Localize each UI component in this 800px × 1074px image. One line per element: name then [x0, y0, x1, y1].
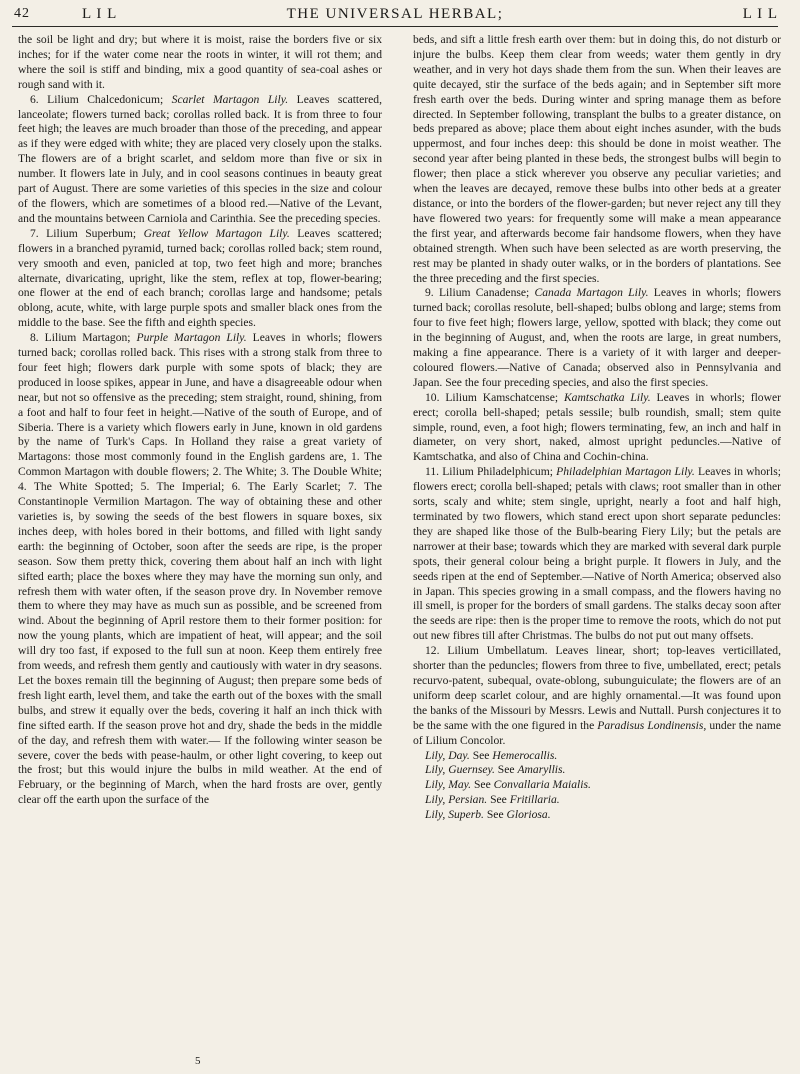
xref-entry — [413, 763, 781, 778]
right-column — [413, 33, 781, 823]
entry-6-body: Leaves scattered, lanceolate; flowers turned back; corollas rolled back. It is from three to four feet high; the leaves are much broader than those of the preceding, and appear as if they were edged with white; they are placed very closely upon the stalks. The flowers are of a bright scarlet, and seldom more than five or six in number. It flowers late in July, and in cool seasons continues in beauty great part of August. There are some varieties of this species in the size and colour of the flowers, which are sometimes of a blood red.—Native of the Levant, and the mountains between Carniola and Carinthia. See the preceding species. — [18, 92, 383, 225]
entry-10-lead: 10. Lilium Kamschatcense; — [425, 390, 559, 404]
entry-7-body: Leaves scattered; flowers in a branched pyramid, turned back; corollas rolled back; stem round, very smooth and even, panicled at top, two feet high and more; branches alternate, divaricating, upright, like the stem, reflex at top, flower-bearing; one flower at the end of each branch; corollas large and handsome; petals oblong, acute, white, with large purple spots and smaller black ones from the middle to the base. See the fifth and eighth species. — [18, 226, 383, 330]
xref-target: Fritillaria. — [509, 793, 560, 807]
header-rule — [12, 26, 778, 27]
entry-10-name: Kamtschatka Lily. — [563, 390, 651, 404]
page-number: 42 — [14, 6, 30, 21]
entry-8 — [18, 331, 382, 808]
xref-see: See — [486, 808, 504, 822]
xref-name: Lily, Day. — [425, 748, 470, 762]
entry-9-lead: 9. Lilium Canadense; — [425, 286, 530, 300]
running-title: THE UNIVERSAL HERBAL; — [286, 6, 504, 22]
entry-10-body: Leaves in whorls; flower erect; corolla bell-shaped; petals sessile; bulb roundish, small; stem quite simple, round, even, a foot high; flowers terminating, few, an inch and half in diameter, on very short, naked, almost upright peduncles.—Native of Kamtschatka, and also of China and Cochin-china. — [413, 390, 781, 464]
entry-11 — [413, 465, 781, 644]
xref-entry — [413, 749, 781, 764]
paragraph-continued: the soil be light and dry; but where it is moist, raise the borders five or six inches; for if the water come near the roots in winter, it will rot them; and where the soil is stiff and binding, mix a good quantity of sea-coal ashes or rough sand with it. — [18, 33, 382, 91]
xref-see: See — [473, 778, 491, 792]
xref-target: Gloriosa. — [506, 808, 551, 822]
running-header — [12, 4, 778, 26]
entry-11-name: Philadelphian Martagon Lily. — [556, 465, 695, 479]
entry-9 — [413, 286, 781, 390]
entry-8-name: Purple Martagon Lily. — [136, 331, 247, 345]
xref-target: Hemerocallis. — [492, 748, 558, 762]
xref-see: See — [490, 793, 507, 807]
header-keyword-right: L I L — [742, 6, 778, 22]
entry-7 — [18, 227, 382, 331]
entry-11-body: Leaves in whorls; flowers erect; corolla bell-shaped; petals with claws; root smaller than in other sorts, scaly and white; stem single, upright, nearly a foot and half high, terminated by two flowers, which stand erect upon short separate peduncles: they are shaped like those of the Bulb-bearing Fiery Lily; but the petals are narrower at their base; towards which they are marked with several dark purple spots, their general colour being a bright purple. It flowers in July, and the seeds ripen at the end of September.—Native of North America; observed also in Japan. This species growing in a small compass, and the flowers having no ill smell, is proper for the borders of small gardens. The stalks decay soon after the seeds are ripe: then is the proper time to remove the roots, which do not put out new fibres till after Christmas. The bulbs do not put out many offsets. — [413, 465, 781, 643]
left-column — [18, 33, 382, 808]
entry-9-name: Canada Martagon Lily. — [534, 286, 649, 300]
entry-9-body: Leaves in whorls; flowers turned back; corollas resolute, bell-shaped; bulbs oblong and large; stems from four to five feet high; flowers large, yellow, spotted with black; they come out in the beginning of August, and, when the roots are large, in great numbers, making a fine appearance. There is a variety of it with larger and deeper-coloured flowers.—Native of Canada; observed also in Pennsylvania and Japan. See the four preceding species, and also the first species. — [413, 286, 781, 389]
xref-name: Lily, May. — [425, 778, 472, 792]
xref-see: See — [472, 748, 490, 762]
entry-6 — [18, 93, 382, 227]
xref-target: Convallaria Maialis. — [493, 778, 591, 792]
entry-6-lead: 6. Lilium Chalcedonicum; — [30, 92, 164, 106]
entry-8-lead: 8. Lilium Martagon; — [30, 331, 131, 345]
entry-12-body-a: Leaves linear, short; top-leaves verticillated, shorter than the peduncles; flowers from three to five, umbellated, erect; petals recurvo-patent, subequal, ovate-oblong, subunguiculate; the flowers are of an uniform deep scarlet colour, and are highly ornamental.—It was found upon the banks of the Missouri by Messrs. Lewis and Nuttall. Pursh conjectures it to be the same with the one figured in the — [413, 644, 781, 732]
xref-see: See — [497, 763, 515, 777]
entry-11-lead: 11. Lilium Philadelphicum; — [425, 465, 553, 479]
entry-7-lead: 7. Lilium Superbum; — [30, 226, 137, 240]
xref-entry — [413, 778, 781, 793]
entry-8-body: Leaves in whorls; flowers turned back; corollas rolled back. This rises with a strong stalk from three to four feet high; flowers dark purple with some spots of black; they are produced in loose spikes, appear in June, and have a disagreeable odour when near, but not so offensive as the preceding; stem straight, round, shining, from a foot and half to four feet in height.—Native of the south of Europe, and of Siberia. There is a variety which flowers early in June, known in old gardens by the name of Turk's Caps. In Holland they raise a great variety of Martagons: those most commonly found in the English gardens are, 1. The Common Martagon with double flowers; 2. The White; 3. The Double White; 4. The White Spotted; 5. The Imperial; 6. The Early Scarlet; 7. The Constantinople Vermilion Martagon. The way of obtaining these and other varieties is, by sowing the seeds of the best flowers in square boxes, six inches deep, with holes bored in their bottoms, and filled with light sandy earth: the beginning of October, soon after the seeds are ripe, is the proper season. Sow them pretty thick, covering them about half an inch with light sifted earth; place the boxes where they may have the morning sun only, and refresh them with water often, if the season prove dry. In November remove them to where they may have as much sun as possible, and be screened from wind. About the beginning of April restore them to their former position: for now the young plants, which are impatient of heat, will appear; and the soil will dry too fast, if exposed to the full sun at noon. Keep them entirely free from weeds, and refresh them gently and cautiously with water in dry seasons. Let the boxes remain till the beginning of August; then prepare some beds of fresh light earth, level them, and take the earth out of the boxes with the small bulbs, and strew it equally over the beds, covering it half an inch thick with fine sifted earth. If the season prove hot and dry, shade the beds in the middle of the day, and refresh them with water.— If the following winter season be severe, cover the beds with pease-haulm, or other light covering, to keep out the frost; but this would injure the bulbs in mild weather. At the end of February, or the beginning of March, when the hard frosts are over, gently clear off the earth upon the surface of the — [18, 331, 382, 807]
xref-name: Lily, Persian. — [425, 793, 488, 807]
xref-target: Amaryllis. — [517, 763, 566, 777]
xref-entry — [413, 808, 781, 823]
header-keyword-left: L I L — [82, 6, 118, 22]
entry-12 — [413, 644, 781, 748]
entry-12-body-b: under the name of Lilium Concolor. — [413, 718, 782, 747]
entry-6-name: Scarlet Martagon Lily. — [171, 92, 289, 106]
paragraph-continued-right: beds, and sift a little fresh earth over them: but in doing this, do not disturb or injure the bulbs. Keep them clear from weeds; water them gently in dry weather, and in very hot days shade them from the sun. When their leaves are quite decayed, stir the surface of the beds again; and in September sift more fresh earth over the beds. During winter and spring manage them as before directed. In September following, transplant the bulbs to a greater distance, on beds prepared as above; place them about eight inches asunder, with the buds uppermost, and four inches deep: this should be done in moist weather. The second year after being planted in these beds, the strongest bulbs will begin to flower; then place a stick wherever you observe any peculiar varieties; and when the leaves are decayed, remove these bulbs into other beds at a greater distance, or into the borders of the flower-garden; but never reject any till they have flowered two years: for frequently some will make a mean appearance the first year, and afterwards become fair handsome flowers, when they have obtained strength. When such have been selected as are worth preserving, the rest may be planted in shady outer walks, or in the borders of plantations. See the three preceding and the first species. — [413, 33, 781, 285]
xref-entry — [413, 793, 781, 808]
xref-name: Lily, Superb. — [425, 808, 484, 822]
entry-12-lead: 12. Lilium Umbellatum. — [425, 644, 548, 658]
signature-mark: 5 — [195, 1055, 201, 1067]
entry-7-name: Great Yellow Martagon Lily. — [143, 226, 290, 240]
entry-12-book: Paradisus Londinensis, — [597, 718, 707, 732]
entry-10 — [413, 391, 781, 466]
xref-name: Lily, Guernsey. — [425, 763, 495, 777]
